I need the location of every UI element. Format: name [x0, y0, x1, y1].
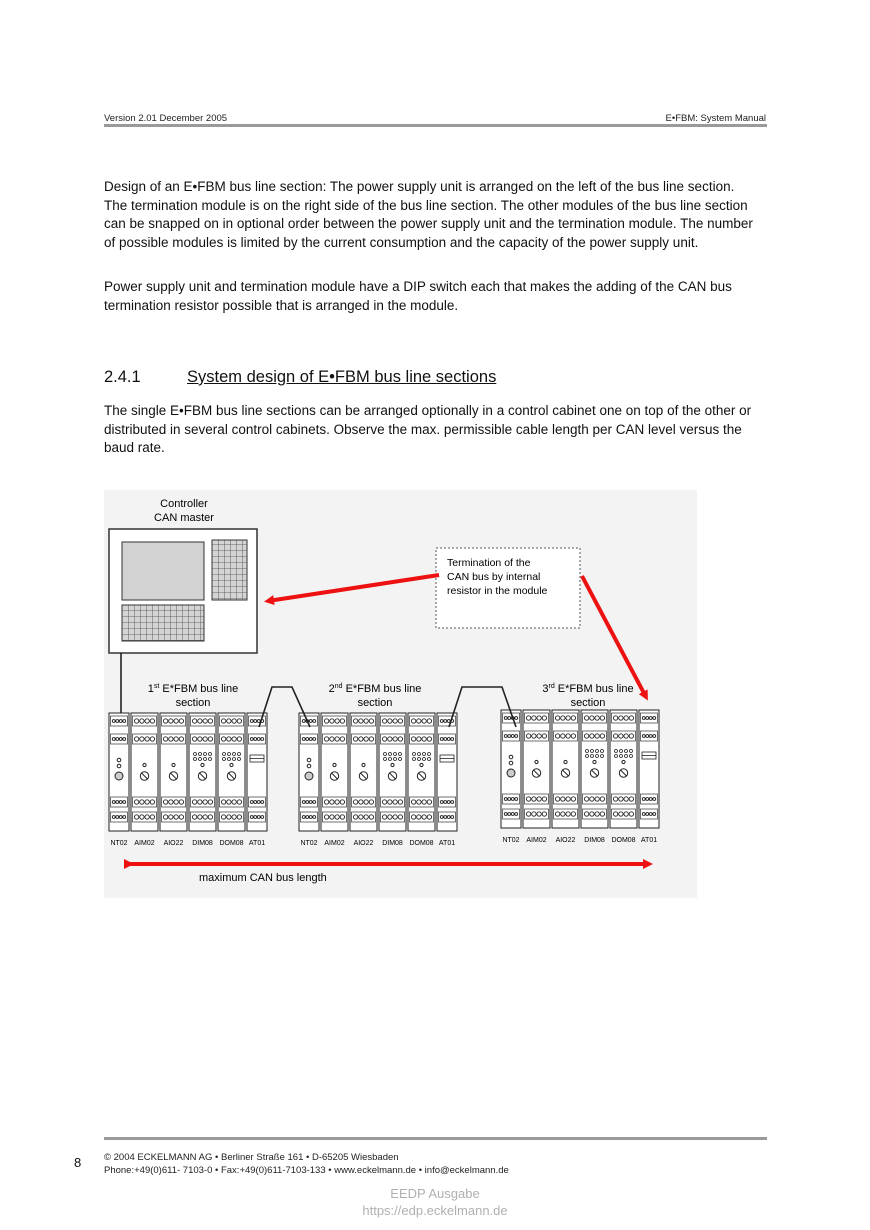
- termination-note-line3: resistor in the module: [447, 585, 548, 597]
- module-dom08: [610, 710, 637, 828]
- module-label: AIO22: [555, 837, 576, 844]
- module-label: AT01: [248, 840, 266, 847]
- module-dom08: [408, 713, 435, 831]
- module-aim02: [523, 710, 550, 828]
- controller-keyboard: [122, 605, 204, 641]
- header-manual-title: E•FBM: System Manual: [665, 113, 766, 124]
- controller-keypad: [212, 540, 247, 600]
- module-at01: [437, 713, 457, 831]
- module-aio22: [552, 710, 579, 828]
- max-bus-length-label: maximum CAN bus length: [199, 872, 327, 884]
- section-2-title: 2nd E*FBM bus line: [328, 683, 422, 695]
- section-1-subtitle: section: [175, 697, 211, 709]
- module-label: AIM02: [134, 840, 155, 847]
- intro-paragraph-2: Power supply unit and termination module have a DIP switch each that makes the adding of the CAN bus termination resistor possible that is arranged in the module.: [104, 279, 732, 313]
- module-nt02: [299, 713, 319, 831]
- controller-unit: [109, 529, 257, 653]
- module-label: DIM08: [192, 840, 213, 847]
- section-body: The single E•FBM bus line sections can be arranged optionally in a control cabinet one on top of the other or distributed in several control cabinets. Observe the max. permissible cable length per CAN level versus the baud rate.: [104, 403, 752, 456]
- module-nt02: [501, 710, 521, 828]
- module-at01: [639, 710, 659, 828]
- module-label: AT01: [640, 837, 658, 844]
- module-aim02: [321, 713, 348, 831]
- module-label: NT02: [300, 840, 318, 847]
- section-3-title: 3rd E*FBM bus line: [542, 683, 634, 695]
- module-dim08: [379, 713, 406, 831]
- section-1-title: 1st E*FBM bus line: [147, 683, 239, 695]
- module-label: NT02: [110, 840, 128, 847]
- section-number: 2.4.1: [104, 368, 141, 386]
- footer-rule: [104, 1137, 767, 1140]
- footer-contact: Phone:+49(0)611- 7103-0 • Fax:+49(0)611-7103-133 • www.eckelmann.de • info@eckelmann.de: [104, 1165, 509, 1176]
- module-label: AT01: [438, 840, 456, 847]
- module-label: DOM08: [409, 840, 434, 847]
- module-label: AIM02: [526, 837, 547, 844]
- page-number: 8: [74, 1155, 82, 1170]
- controller-screen: [122, 542, 204, 600]
- header-version: Version 2.01 December 2005: [104, 113, 228, 124]
- module-dim08: [581, 710, 608, 828]
- module-aim02: [131, 713, 158, 831]
- module-nt02: [109, 713, 129, 831]
- section-3-subtitle: section: [570, 697, 606, 709]
- module-aio22: [350, 713, 377, 831]
- module-label: DOM08: [219, 840, 244, 847]
- module-dim08: [189, 713, 216, 831]
- section-2-subtitle: section: [357, 697, 393, 709]
- module-label: AIO22: [353, 840, 374, 847]
- footer-address: © 2004 ECKELMANN AG • Berliner Straße 161 • D-65205 Wiesbaden: [104, 1152, 399, 1163]
- controller-label-line2: CAN master: [154, 512, 214, 524]
- termination-note-line1: Termination of the: [447, 557, 531, 569]
- intro-paragraph-1: Design of an E•FBM bus line section: The power supply unit is arranged on the left of the bus line section. The termination module is on the right side of the bus line section. The other modules of the bus line section can be snapped on in optional order between the power supply unit and the termination module. The number of possible modules is limited by the current consumption and the capacity of the power supply unit.: [104, 179, 753, 250]
- watermark-url: https://edp.eckelmann.de: [362, 1203, 508, 1218]
- module-aio22: [160, 713, 187, 831]
- header-rule: [104, 124, 767, 127]
- module-label: DOM08: [611, 837, 636, 844]
- module-at01: [247, 713, 267, 831]
- module-label: DIM08: [584, 837, 605, 844]
- module-label: AIO22: [163, 840, 184, 847]
- module-label: AIM02: [324, 840, 345, 847]
- module-dom08: [218, 713, 245, 831]
- module-label: DIM08: [382, 840, 403, 847]
- module-label: NT02: [502, 837, 520, 844]
- section-title: System design of E•FBM bus line sections: [187, 368, 497, 386]
- termination-note-line2: CAN bus by internal: [447, 571, 541, 583]
- watermark-edition: EEDP Ausgabe: [390, 1186, 480, 1201]
- controller-label-line1: Controller: [160, 498, 208, 510]
- bus-system-diagram: [104, 490, 697, 898]
